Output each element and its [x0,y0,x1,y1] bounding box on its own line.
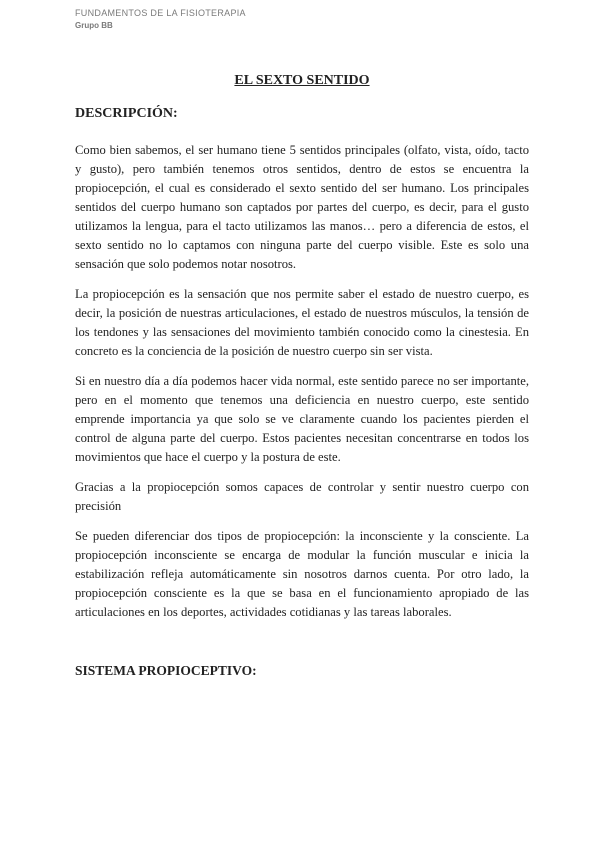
paragraph: La propiocepción es la sensación que nos permite saber el estado de nuestro cuerpo, es decir, la posición de nuestras articulaciones, el estado de nuestros músculos, la tensión de los tendones y las sensaciones del movimiento también conocido como la cinestesia. En concreto es la conciencia de la posición de nuestro cuerpo sin ser vista. [75,287,529,358]
paragraph: Si en nuestro día a día podemos hacer vida normal, este sentido parece no ser importante, pero en el momento que tenemos una deficiencia en nuestro cuerpo, este sentido emprende importancia ya que solo se ve claramente cuando los pacientes pierden el control de alguna parte del cuerpo. Estos pacientes necesitan concentrarse en todos los movimientos que hace el cuerpo y la postura de este. [75,374,529,464]
page-header [75,7,246,32]
paragraph: Gracias a la propiocepción somos capaces de controlar y sentir nuestro cuerpo con precisión [75,480,529,513]
document-body [75,72,529,698]
group-label: Grupo BB [75,21,113,30]
paragraph: Se pueden diferenciar dos tipos de propiocepción: la inconsciente y la consciente. La propiocepción inconsciente se encarga de modular la función muscular e inicia la estabilización refleja automáticamente sin nosotros darnos cuenta. Por otro lado, la propiocepción consciente es la que se basa en el funcionamiento apropiado de las articulaciones en los deportes, actividades cotidianas y las tareas laborales. [75,529,529,619]
document-title: EL SEXTO SENTIDO [234,73,370,88]
section-heading-sistema-propioceptivo: SISTEMA PROPIOCEPTIVO: [75,663,257,678]
section-heading-descripcion: DESCRIPCIÓN: [75,106,178,121]
course-name: FUNDAMENTOS DE LA FISIOTERAPIA [75,8,246,18]
paragraph: Como bien sabemos, el ser humano tiene 5 sentidos principales (olfato, vista, oído, tacto y gusto), pero también tenemos otros sentidos, dentro de estos se encuentra la propiocepción, el cual es considerado el sexto sentido del ser humano. Los principales sentidos del cuerpo humano son captados por partes del cuerpo, es decir, para el gusto utilizamos la lengua, para el tacto utilizamos las manos… pero a diferencia de estos, el sexto sentido no lo captamos con ninguna parte del cuerpo visible. Este es solo una sensación que solo podemos notar nosotros. [75,143,529,271]
